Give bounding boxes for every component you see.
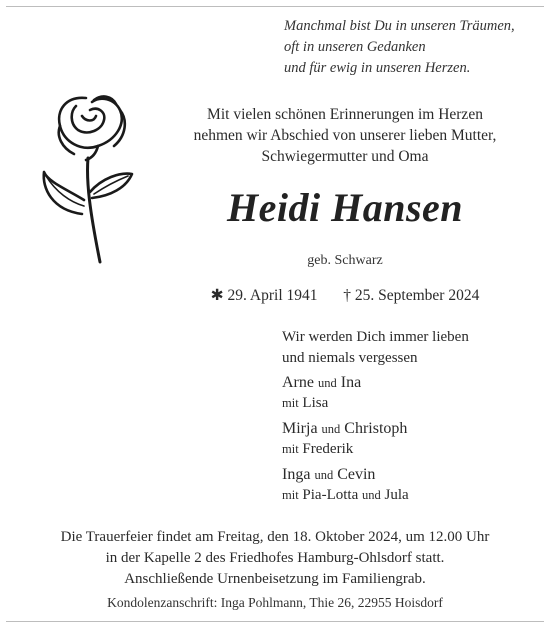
family-name: Christoph bbox=[344, 420, 408, 437]
intro-line: nehmen wir Abschied von unserer lieben Mutter, bbox=[193, 127, 497, 144]
service-details bbox=[0, 527, 550, 590]
family-list bbox=[282, 373, 550, 511]
family-conjunction: und bbox=[314, 468, 334, 482]
family-children: Pia-Lotta bbox=[302, 487, 359, 503]
intro-line: Schwiegermutter und Oma bbox=[261, 148, 429, 165]
poem-line: Manchmal bist Du in unseren Träumen, bbox=[284, 18, 515, 34]
intro-line: Mit vielen schönen Erinnerungen im Herzen bbox=[207, 106, 483, 123]
family-with: mit bbox=[282, 442, 299, 456]
family-name: Inga bbox=[282, 466, 311, 483]
service-line: Anschließende Urnenbeisetzung im Familiengrab. bbox=[124, 571, 426, 587]
maiden-name: geb. Schwarz bbox=[307, 253, 383, 268]
poem-line: und für ewig in unseren Herzen. bbox=[284, 60, 471, 76]
rose-icon bbox=[36, 92, 136, 267]
family-with: mit bbox=[282, 488, 299, 502]
condolence-address: Kondolenzanschrift: Inga Pohlmann, Thie 26, 22955 Hoisdorf bbox=[107, 595, 443, 610]
birth-star-icon: ✱ bbox=[210, 287, 224, 304]
deceased-name: Heidi Hansen bbox=[226, 185, 464, 230]
family-name: Arne bbox=[282, 374, 314, 391]
death-date: 25. September 2024 bbox=[354, 287, 480, 304]
intro-text bbox=[140, 104, 550, 167]
birth-date: 29. April 1941 bbox=[227, 287, 318, 304]
family-conjunction: und bbox=[362, 488, 381, 502]
farewell-message bbox=[282, 327, 542, 369]
family-conjunction: und bbox=[321, 422, 341, 436]
family-entry bbox=[282, 465, 550, 505]
life-dates bbox=[140, 286, 550, 305]
family-entry bbox=[282, 373, 550, 413]
message-line: und niemals vergessen bbox=[282, 350, 418, 366]
service-line: Die Trauerfeier findet am Freitag, den 18. Oktober 2024, um 12.00 Uhr bbox=[60, 529, 490, 545]
family-conjunction: und bbox=[317, 376, 337, 390]
family-children: Frederik bbox=[302, 441, 354, 457]
death-cross-icon: † bbox=[343, 287, 352, 304]
family-with: mit bbox=[282, 396, 299, 410]
poem-line: oft in unseren Gedanken bbox=[284, 39, 426, 55]
family-name: Cevin bbox=[337, 466, 376, 483]
poem bbox=[284, 16, 544, 79]
service-line: in der Kapelle 2 des Friedhofes Hamburg-Ohlsdorf statt. bbox=[105, 550, 445, 566]
family-name: Mirja bbox=[282, 420, 318, 437]
family-name: Ina bbox=[340, 374, 362, 391]
family-entry bbox=[282, 419, 550, 459]
family-children: Jula bbox=[384, 487, 409, 503]
family-children: Lisa bbox=[302, 395, 329, 411]
message-line: Wir werden Dich immer lieben bbox=[282, 329, 469, 345]
